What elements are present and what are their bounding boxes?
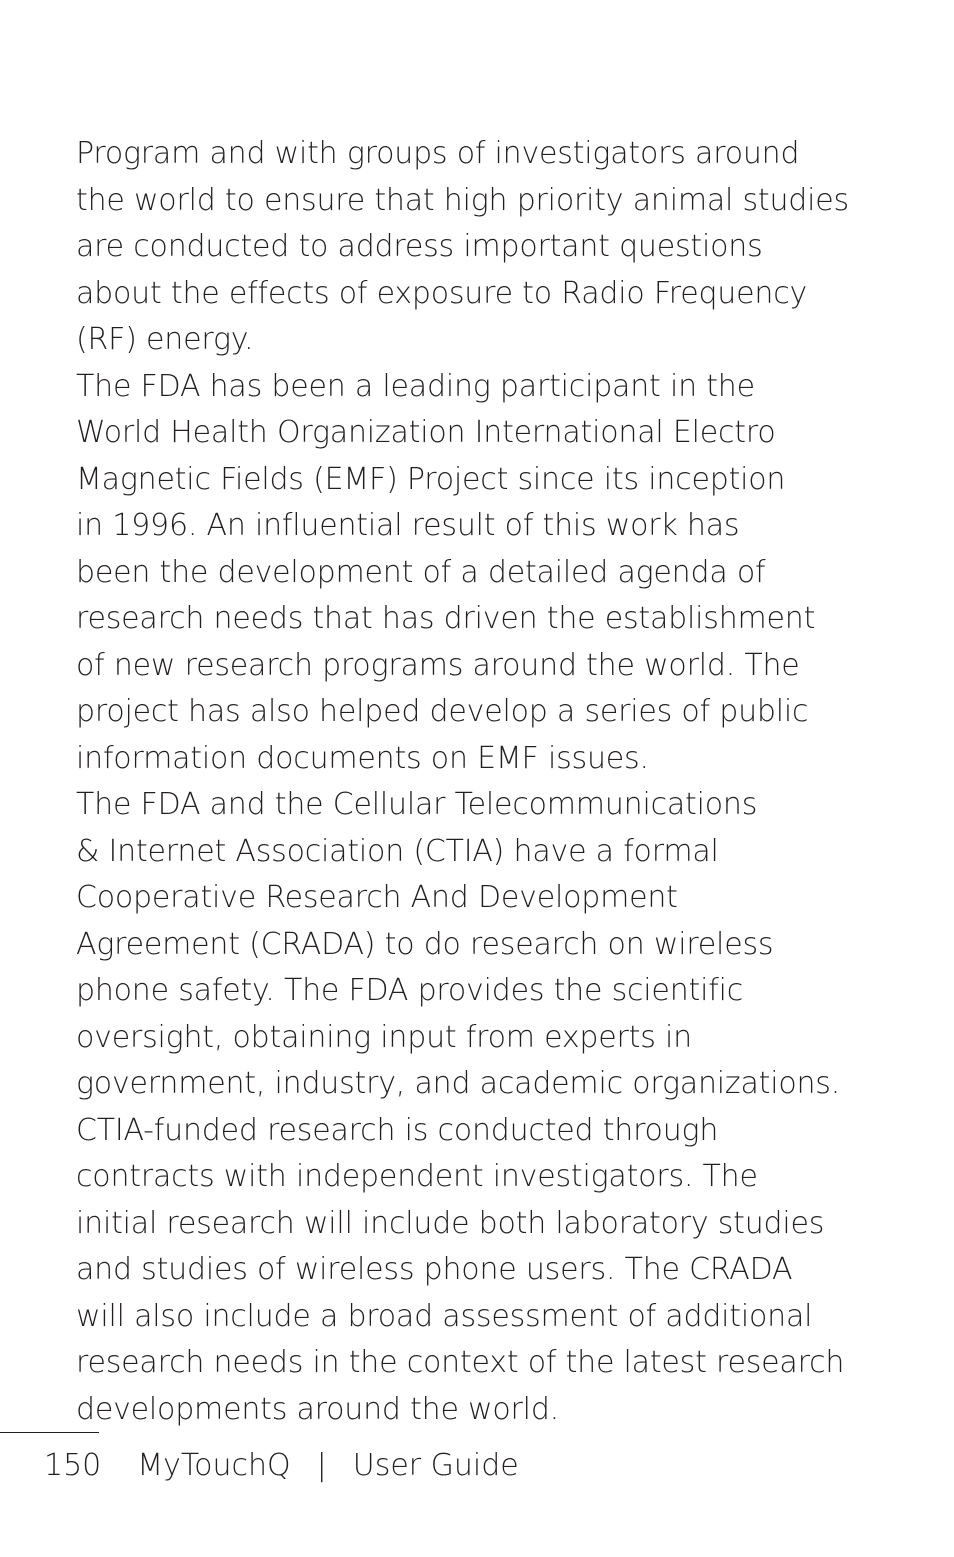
page-body [76, 131, 876, 1433]
text-line: the world to ensure that high priority animal studies [76, 182, 849, 218]
text-line: Magnetic Fields (EMF) Project since its inception [76, 461, 786, 497]
text-line: are conducted to address important questions [76, 229, 763, 264]
guide-label: User Guide [352, 1447, 519, 1483]
text-line: in 1996. An influential result of this work has [76, 508, 740, 543]
text-line: project has also helped develop a series of public [76, 694, 809, 729]
paragraph-who-emf-project [76, 364, 876, 783]
product-name: MyTouchQ [137, 1447, 291, 1483]
text-line: & Internet Association (CTIA) have a formal [76, 833, 719, 869]
text-line: research needs in the context of the latest research [76, 1345, 845, 1380]
text-line: government, industry, and academic organizations. [76, 1066, 841, 1101]
text-line: developments around the world. [76, 1391, 559, 1427]
text-line: and studies of wireless phone users. The CRADA [76, 1252, 793, 1287]
text-line: will also include a broad assessment of additional [76, 1298, 813, 1334]
text-line: been the development of a detailed agenda of [76, 554, 766, 590]
text-line: Cooperative Research And Development [76, 880, 678, 915]
text-line: contracts with independent investigators. The [76, 1159, 758, 1194]
footer-divider [0, 1432, 99, 1433]
text-line: Program and with groups of investigators around [76, 136, 800, 171]
text-line: CTIA-funded research is conducted through [76, 1112, 719, 1148]
text-line: information documents on EMF issues. [76, 740, 649, 776]
footer-separator: | [316, 1447, 327, 1483]
text-line: research needs that has driven the establishment [76, 601, 816, 636]
paragraph-ctia-crada [76, 782, 876, 1433]
text-line: about the effects of exposure to Radio Frequency [76, 275, 808, 311]
text-line: phone safety. The FDA provides the scientific [76, 973, 743, 1008]
text-line: of new research programs around the world. The [76, 647, 800, 683]
text-line: Agreement (CRADA) to do research on wireless [76, 926, 774, 962]
text-line: (RF) energy. [76, 322, 254, 357]
text-line: The FDA and the Cellular Telecommunications [76, 787, 758, 822]
paragraph-research-programs [76, 131, 876, 364]
text-line: The FDA has been a leading participant in the [76, 368, 755, 404]
page-footer [44, 1442, 519, 1488]
text-line: oversight, obtaining input from experts in [76, 1019, 692, 1055]
text-line: World Health Organization International Electro [76, 415, 776, 450]
page-number: 150 [44, 1447, 102, 1483]
text-line: initial research will include both laboratory studies [76, 1205, 825, 1241]
